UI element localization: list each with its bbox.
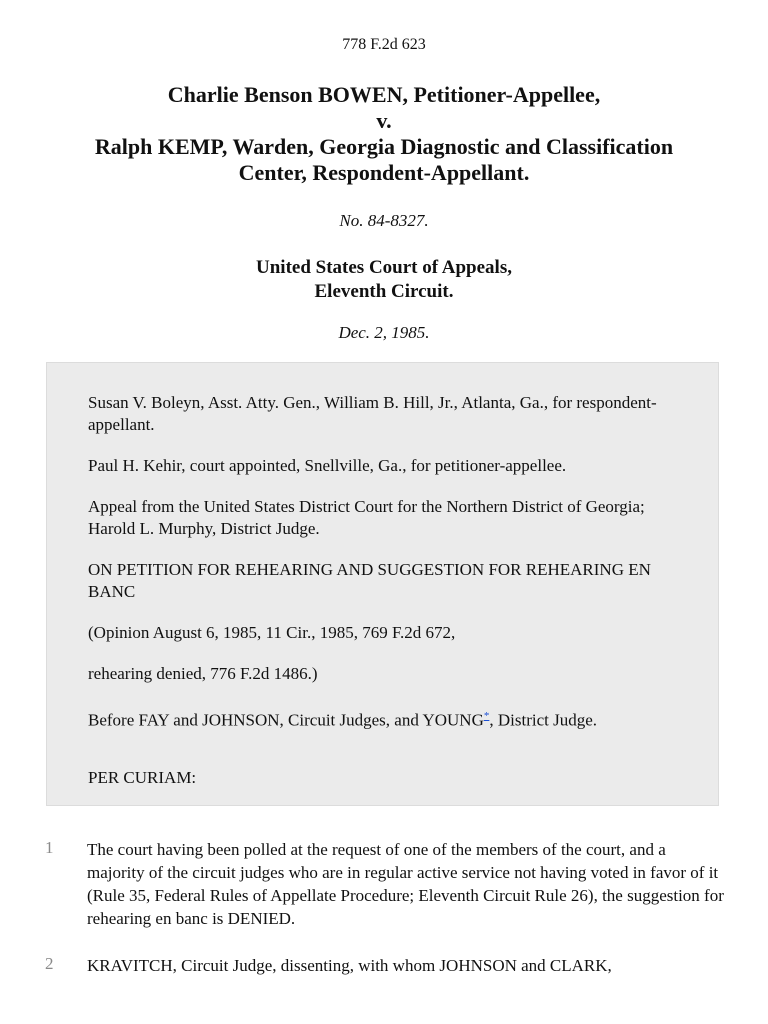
paragraph-text: The court having been polled at the request of one of the members of the court, and a majority of the circuit judges who are in regular active service not having voted in favor of it (Rule 35, Federal Rules of Appellate Procedure; Eleventh Circuit Rule 26), the suggestion for rehearing en banc is DENIED.: [87, 840, 724, 928]
counsel-petitioner: Paul H. Kehir, court appointed, Snellville, Ga., for petitioner-appellee.: [88, 456, 567, 475]
panel-judges-text: , District Judge.: [489, 710, 598, 730]
case-citation: 778 F.2d 623: [342, 36, 426, 53]
appeal-origin: Appeal from the United States District Court for the Northern District of Georgia; Harold L. Murphy, District Judge.: [88, 497, 645, 538]
rehearing-denied: rehearing denied, 776 F.2d 1486.): [88, 664, 318, 683]
case-header-box: [46, 362, 719, 806]
prior-opinion: (Opinion August 6, 1985, 11 Cir., 1985, 769 F.2d 672,: [88, 623, 456, 642]
court-name-line: United States Court of Appeals,: [256, 257, 512, 278]
counsel-respondent: Susan V. Boleyn, Asst. Atty. Gen., William B. Hill, Jr., Atlanta, Ga., for respondent-appellant.: [88, 393, 657, 434]
case-title-line: v.: [376, 108, 392, 133]
paragraph-text: KRAVITCH, Circuit Judge, dissenting, with whom JOHNSON and CLARK,: [87, 956, 612, 975]
case-title-line: Center, Respondent-Appellant.: [238, 160, 530, 185]
case-title: [0, 82, 768, 186]
panel-judges: [88, 704, 688, 732]
case-title-line: Charlie Benson BOWEN, Petitioner-Appellee,: [167, 82, 601, 107]
decision-date: Dec. 2, 1985.: [338, 323, 430, 342]
panel-judges-text: Before FAY and JOHNSON, Circuit Judges, and YOUNG: [88, 710, 484, 730]
paragraph-number: 2: [45, 954, 54, 973]
petition-heading: ON PETITION FOR REHEARING AND SUGGESTION FOR REHEARING EN BANC: [88, 560, 651, 601]
docket-number: No. 84-8327.: [339, 211, 429, 230]
case-title-line: Ralph KEMP, Warden, Georgia Diagnostic and Classification: [94, 134, 674, 159]
court-name-line: Eleventh Circuit.: [314, 281, 454, 302]
per-curiam: PER CURIAM:: [88, 768, 197, 787]
paragraph-number: 1: [45, 838, 54, 857]
court-name: [0, 256, 768, 304]
footnote-link[interactable]: *: [483, 710, 490, 722]
